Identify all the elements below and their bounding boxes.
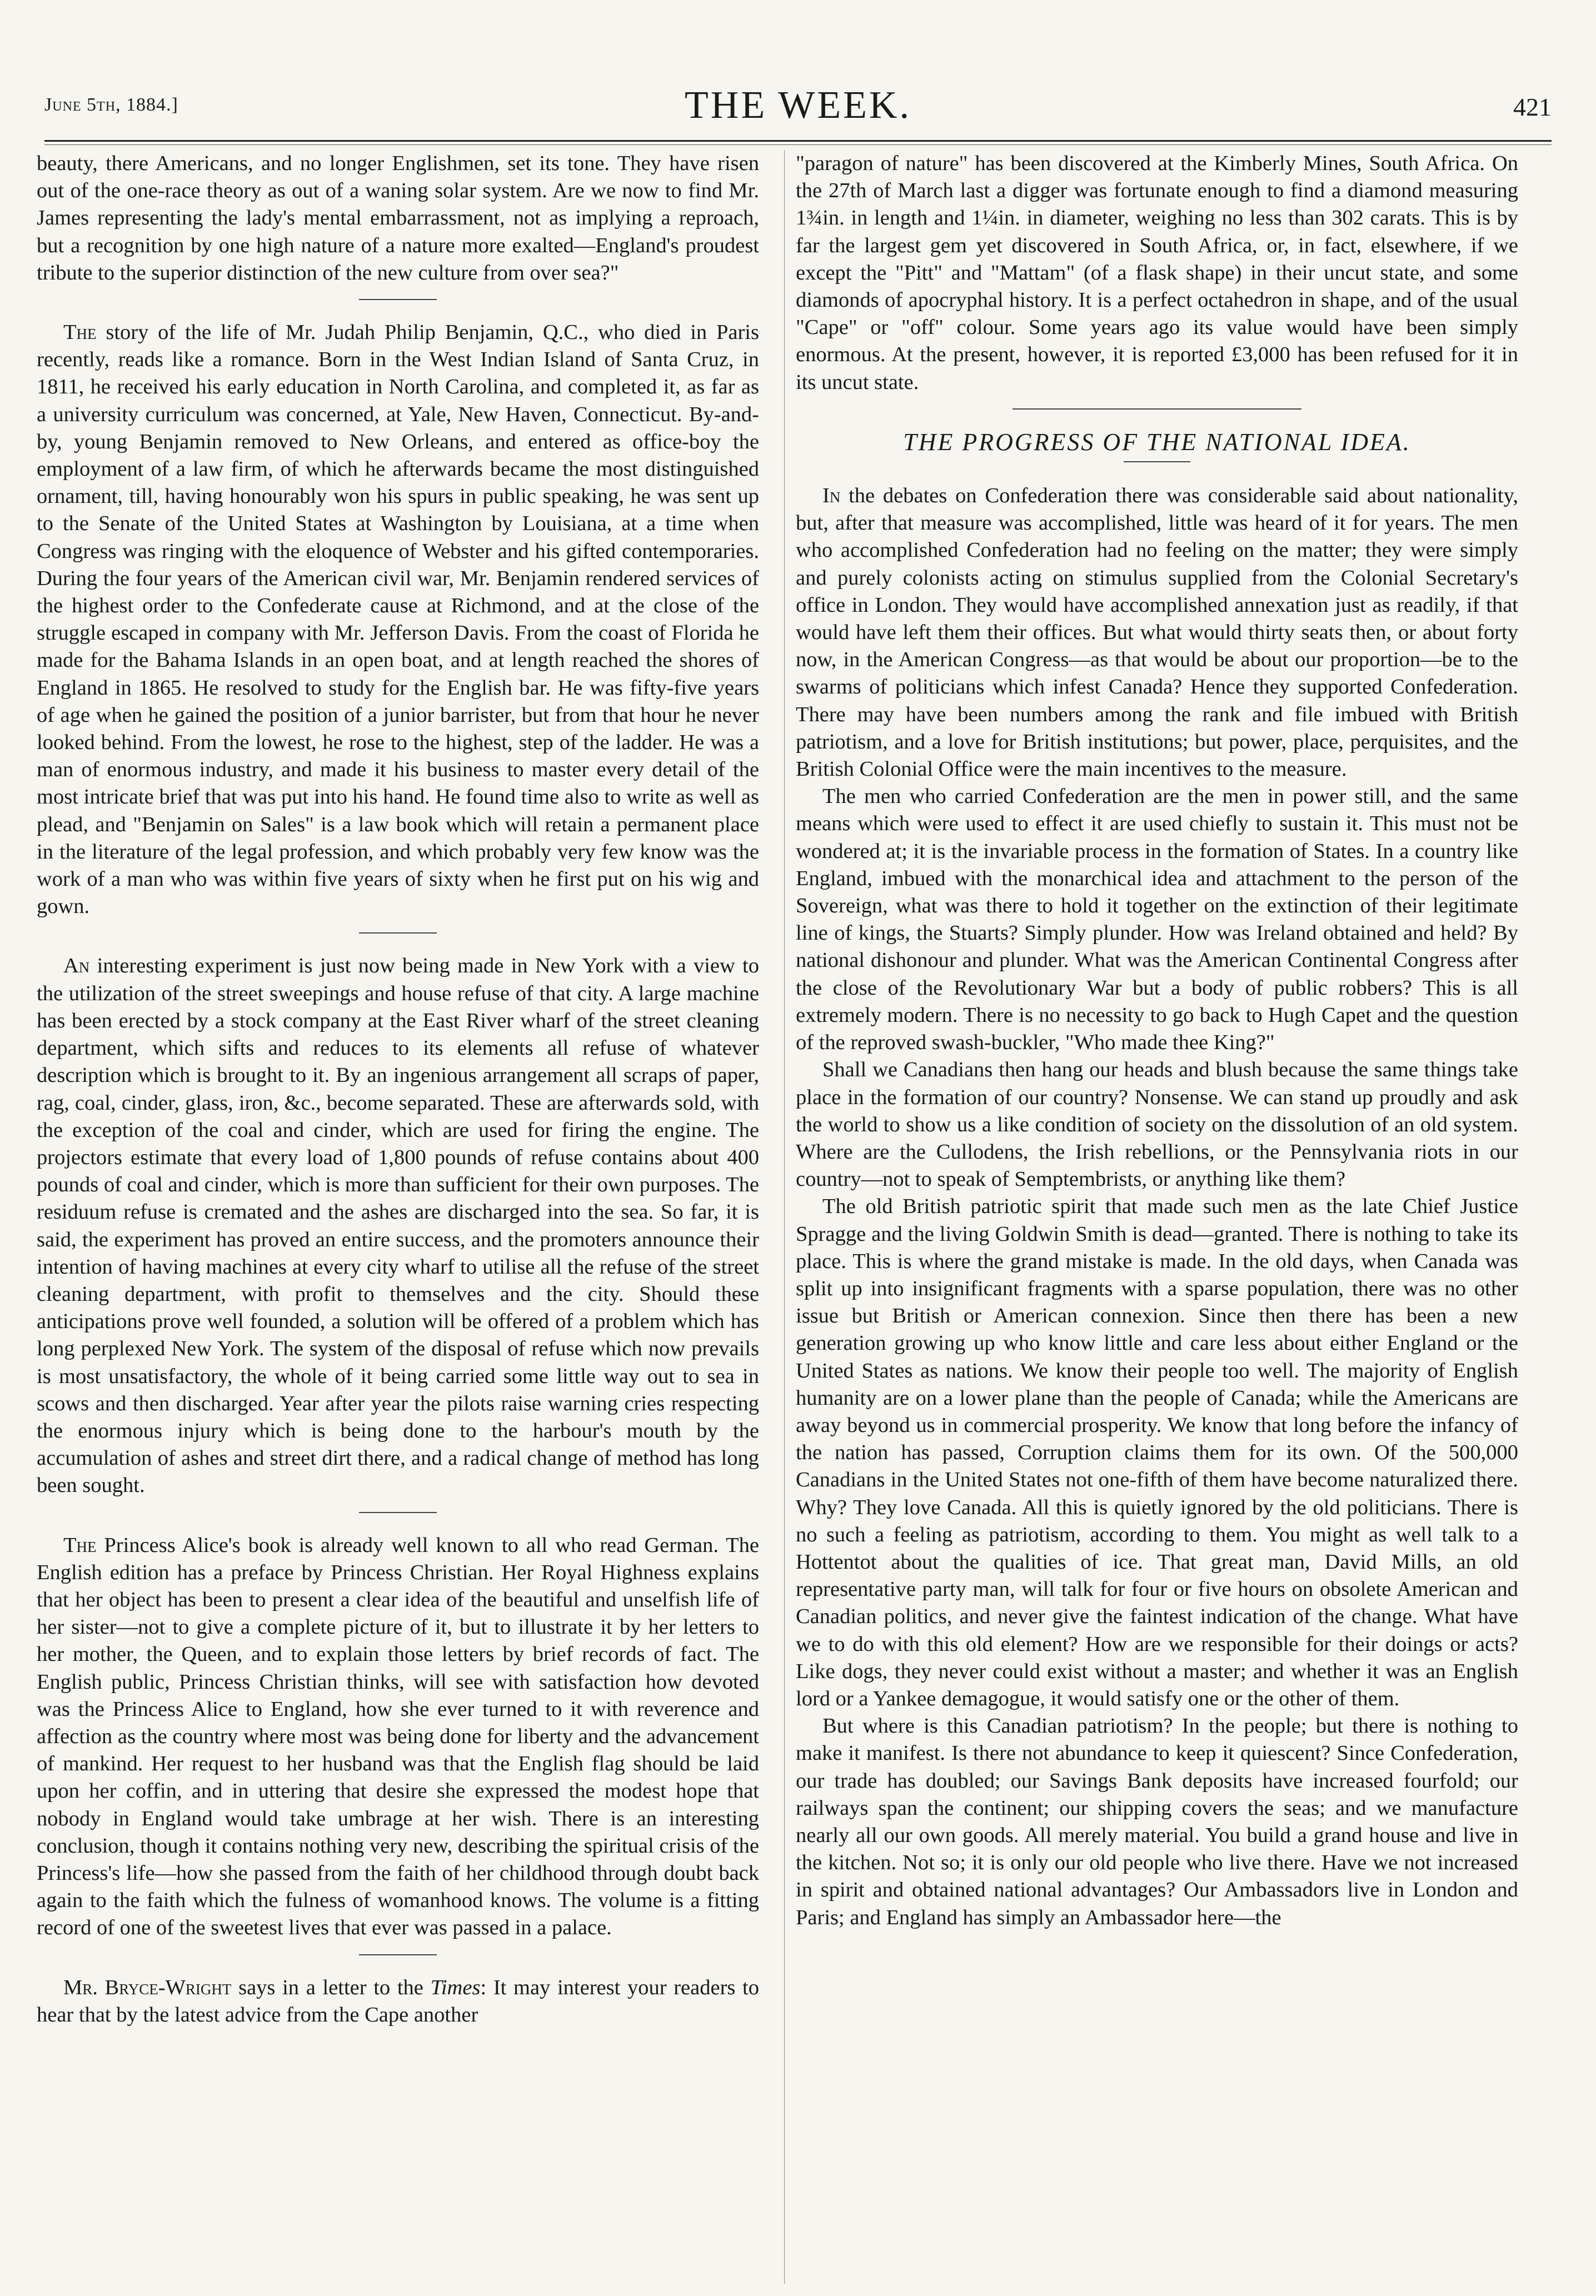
newspaper-title: Times [430,1975,481,1999]
paragraph-james-continuation: beauty, there Americans, and no longer Englishmen, set its tone. They have risen out of the one-race theory as out of a waning solar system. Are we now to find Mr. James representing the lady's mental embarrassment, not as implying a reproach, but a recognition by one high nature of a nature more exalted—England's proudest tribute to the superior distinction of the new culture from over sea?" [37,152,759,284]
separator-rule [1013,408,1301,410]
article-heading: THE PROGRESS OF THE NATIONAL IDEA. [903,428,1411,456]
paragraph-british-spirit: The old British patriotic spirit that made such men as the late Chief Justice Spragge and the living Goldwin Smith is dead—granted. There is nothing to take its place. This is where the grand mistake is made. In the old days, when Canada was split up into insignificant fragments with a sparse population, there was no other issue but British or American connexion. Since then there has been a new generation growing up who know little and care less about either England or the United States as nations. We know their people too well. The majority of English humanity are on a lower plane than the people of Canada; while the Americans are away beyond us in commercial prosperity. We know that long before the infancy of the nation has passed, Corruption claims them for its own. Of the 500,000 Canadians in the United States not one-fifth of them have become naturalized there. Why? They love Canada. All this is quietly ignored by the old politicians. There is no such a feeling as patriotism, according to them. You might as well talk to a Hottentot about the qualities of ice. That great man, David Mills, an old representative party man, will talk for four or five hours on obsolete American and Canadian politics, and never give the faintest indication of the change. What have we to do with this old element? How are we responsible for their doings or acts? Like dogs, they never could exist without a master; and whether it was an English lord or a Yankee demagogue, it would satisfy one or the other of them. [796,1195,1518,1710]
lead-word: An [63,954,90,978]
paragraph-men-in-power: The men who carried Confederation are the men in power still, and the same means which were used to effect it are used chiefly to sustain it. This must not be wondered at; it is the invariable process in the formation of States. In a country like England, imbued with the monarchical idea and attachment to the person of the Sovereign, what was there to hold it together on the extinction of their legitimate line of kings, the Stuarts? Simply plunder. How was Ireland obtained and held? By national dishonour and plunder. What was the American Continental Congress after the close of the Revolutionary War but a body of public robbers? This is all extremely modern. There is no necessity to go back to Hugh Capet and the question of the reproved swash-buckler, "Who made thee King?" [796,785,1518,1055]
masthead-title: THE WEEK. [685,84,911,127]
lead-word: The [63,1533,97,1557]
heading-rule [1124,461,1190,462]
separator-rule [359,299,437,300]
paragraph-text: interesting experiment is just now being made in New York with a view to the utilization of the street sweepings and house refuse of that city. A large machine has been erected by a stock company at the East River wharf of the street cleaning department, which sifts and reduces to its elements all refuse of whatever description which is brought to it. By an ingenious arrangement all scraps of paper, rag, coal, cinder, glass, iron, &c., become separated. These are afterwards sold, with the exception of the coal and cinder, which are used for firing the engine. The projectors estimate that every load of 1,800 pounds of refuse contains about 400 pounds of coal and cinder, which is more than sufficient for their own purposes. The residuum refuse is cremated and the ashes are discharged into the sea. So far, it is said, the experiment has proved an entire success, and the promoters announce their intention of having machines at every city wharf to utilise all the refuse of the street cleaning department, with profit to themselves and the city. Should these anticipations prove well founded, a solution will be offered of a problem which has long perplexed New York. The system of the disposal of refuse which now prevails is most unsatisfactory, the whole of it being carried some little way out to sea in scows and then discharged. Year after year the pilots raise warning cries respecting the enormous injury which is being done to the harbour's mouth by the accumulation of ashes and street dirt there, and a radical change of method has long been sought. [37,954,759,1498]
paragraph-canadian-patriotism: But where is this Canadian patriotism? In the people; but there is nothing to make it manifest. Is there not abundance to keep it quiescent? Since Confederation, our trade has doubled; our Savings Bank deposits have increased fourfold; our railways span the continent; our shipping covers the seas; and we manufacture nearly all our own goods. All merely material. You build a grand house and live in the kitchen. Not so; it is only our old people who live there. Have we not increased in spirit and obtained national advantages? Our Ambassadors live in London and Paris; and England has simply an Ambassador here—the [796,1714,1518,1929]
paragraph-benjamin [37,319,759,920]
column-divider [784,150,785,2284]
paragraph-text: says in a letter to the [231,1975,431,1999]
separator-rule [359,1512,437,1513]
separator-rule [359,1954,437,1955]
lead-word: In [822,484,841,508]
right-column [796,150,1518,1931]
paragraph-princess-alice [37,1532,759,1942]
paragraph-bryce-wright [37,1974,759,2029]
paragraph-diamond-continuation: "paragon of nature" has been discovered at the Kimberly Mines, South Africa. On the 27th of March last a digger was fortunate enough to find a diamond measuring 1¾in. in length and 1¼in. in diameter, weighing no less than 302 carats. This is by far the largest gem yet discovered in South Africa, or, in fact, elsewhere, if we except the "Pitt" and "Mattam" (of a flask shape) in their uncut state, and some diamonds of apocryphal history. It is a perfect octahedron in shape, and of the usual "Cape" or "off" colour. Some years ago its value would have been simply enormous. At the present, however, it is reported £3,000 has been refused for it in its uncut state. [796,152,1518,394]
header-rule-thin [44,144,1552,145]
paragraph-text: Princess Alice's book is already well known to all who read German. The English edition has a preface by Princess Christian. Her Royal Highness explains that her object has been to present a clear idea of the beautiful and unselfish life of her sister—not to give a complete picture of it, but to illustrate it by her letters to her mother, the Queen, and to explain those letters by brief records of fact. The English public, Princess Christian thinks, will see with satisfaction how devoted was the Princess Alice to England, how she ever turned to it with reverence and affection as the country where most was being done for liberty and the advancement of mankind. Her request to her husband was that the English flag should be laid upon her coffin, and in uttering that desire she expressed the modest hope that nobody in England would take umbrage at her wish. There is an interesting conclusion, though it contains nothing very new, describing the spiritual crisis of the Princess's life—how she passed from the faith of her childhood through doubt back again to the faith which the fulness of womanhood knows. The volume is a fitting record of one of the sweetest lives that ever was passed in a palace. [37,1533,759,1940]
paragraph-text: the debates on Confederation there was considerable said about nationality, but, after that measure was accomplished, little was heard of it for years. The men who accomplished Confederation had no feeling on the matter; they were simply and purely colonists acting on stimulus supplied from the Colonial Secretary's office in London. They would have accomplished annexation just as readily, if that would have left them their offices. But what would thirty seats then, or about forty now, in the American Congress—as that would be about our proportion—be to the swarms of politicians which infest Canada? Hence they supported Confederation. There may have been numbers among the rank and file imbued with British patriotism, and a love for British institutions; but power, place, perquisites, and the British Colonial Office were the main incentives to the measure. [796,484,1518,781]
paragraph-new-york-refuse [37,952,759,1499]
separator-rule [359,932,437,934]
lead-word: Mr. Bryce-Wright [63,1975,232,1999]
page-header [44,83,1552,144]
paragraph-canadians-blush: Shall we Canadians then hang our heads and blush because the same things take place in the formation of our country? Nonsense. We can stand up proudly and ask the world to show us a like condition of society on the dissolution of an old system. Where are the Cullodens, the Irish rebellions, or the Pennsylvania riots in our country—not to speak of Semptembrists, or anything like them? [796,1058,1518,1191]
lead-word: The [63,321,97,345]
header-rule [44,140,1552,142]
paragraph-text: story of the life of Mr. Judah Philip Benjamin, Q.C., who died in Paris recently, reads like a romance. Born in the West Indian Island of Santa Cruz, in 1811, he received his early education in North Carolina, and completed it, as far as a university curriculum was concerned, at Yale, New Haven, Connecticut. By-and-by, young Benjamin removed to New Orleans, and entered as office-boy the employment of a law firm, of which he afterwards became the most distinguished ornament, till, having honourably won his spurs in public speaking, he was sent up to the Senate of the United States at Washington by Louisiana, at a time when Congress was ringing with the eloquence of Webster and his gifted contemporaries. During the four years of the American civil war, Mr. Benjamin rendered services of the highest order to the Confederate cause at Richmond, and at the close of the struggle escaped in company with Mr. Jefferson Davis. From the coast of Florida he made for the Bahama Islands in an open boat, and at length reached the shores of England in 1865. He resolved to study for the English bar. He was fifty-five years of age when he gained the position of a junior barrister, but from that hour he never looked behind. From the lowest, he rose to the highest, step of the ladder. He was a man of enormous industry, and made it his business to master every detail of the most intricate brief that was put into his hand. He found time also to write as well as plead, and "Benjamin on Sales" is a law book which will retain a permanent place in the literature of the legal profession, and which probably very few know was the work of a man who was within five years of sixty when he first put on his wig and gown. [37,321,759,919]
page-number: 421 [1513,93,1552,121]
left-column [37,150,759,2029]
paragraph-confederation [796,482,1518,783]
paragraph-text: : It may interest your readers to hear that by the latest advice from the Cape another [37,1975,759,2027]
issue-date: June 5th, 1884.] [44,94,178,115]
